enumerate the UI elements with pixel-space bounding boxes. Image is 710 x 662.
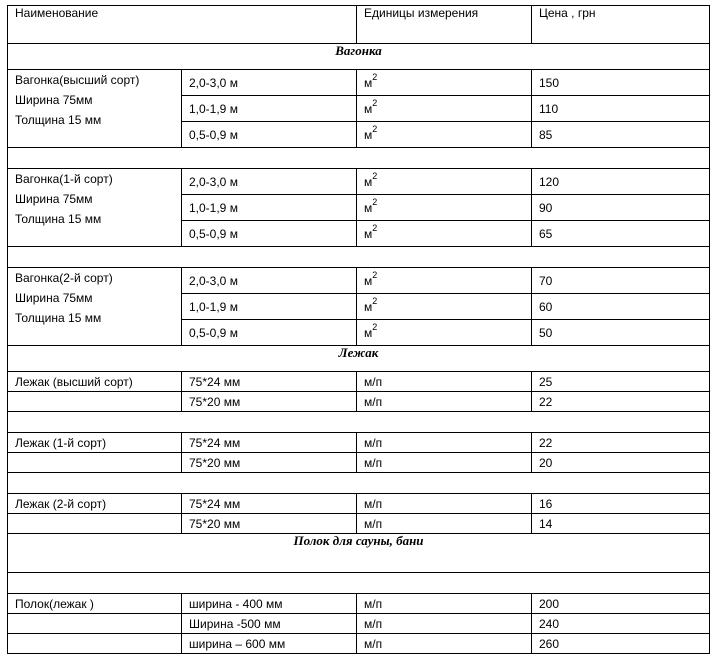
- unit-m2-base: м: [364, 76, 373, 90]
- product-description-line: Толщина 15 мм: [15, 311, 102, 325]
- price-table: [7, 5, 710, 654]
- product-name: Лежак (высший сорт): [8, 372, 182, 392]
- size-cell: ширина - 400 мм: [182, 594, 357, 614]
- unit-cell: [357, 320, 532, 346]
- unit-m2-exponent: 2: [372, 72, 378, 82]
- price-cell: 260: [532, 634, 710, 654]
- unit-m2-exponent: 2: [372, 98, 378, 108]
- size-cell: 75*24 мм: [182, 372, 357, 392]
- product-description: [8, 268, 182, 346]
- unit-m2-exponent: 2: [372, 171, 378, 181]
- unit-cell: м/п: [357, 614, 532, 634]
- unit-m2-exponent: 2: [372, 223, 378, 233]
- unit-m2-base: м: [364, 128, 373, 142]
- unit-cell: [357, 268, 532, 294]
- product-description-line: Ширина 75мм: [15, 93, 93, 107]
- header-units: Единицы измерения: [357, 6, 532, 44]
- unit-m2-base: м: [364, 102, 373, 116]
- price-cell: 150: [532, 70, 710, 96]
- header-price: Цена , грн: [532, 6, 710, 44]
- product-name: [8, 392, 182, 412]
- product-name: Лежак (2-й сорт): [8, 494, 182, 514]
- unit-cell: [357, 169, 532, 195]
- table-row: [8, 453, 710, 473]
- price-cell: 22: [532, 433, 710, 453]
- size-cell: 0,5-0,9 м: [182, 221, 357, 247]
- price-cell: 65: [532, 221, 710, 247]
- unit-m2-exponent: 2: [372, 270, 378, 280]
- size-cell: 75*20 мм: [182, 453, 357, 473]
- table-row: [8, 70, 710, 96]
- spacer-row: [8, 412, 710, 433]
- price-cell: 90: [532, 195, 710, 221]
- section-row-lezhak: [8, 346, 710, 372]
- product-description: [8, 169, 182, 247]
- table-row: [8, 514, 710, 534]
- spacer-row: [8, 573, 710, 594]
- unit-cell: м/п: [357, 494, 532, 514]
- size-cell: ширина – 600 мм: [182, 634, 357, 654]
- unit-cell: м/п: [357, 453, 532, 473]
- header-row: [8, 6, 710, 44]
- price-cell: 60: [532, 294, 710, 320]
- section-title-polok: Полок для сауны, бани: [8, 534, 710, 573]
- product-name: [8, 453, 182, 473]
- price-cell: 14: [532, 514, 710, 534]
- size-cell: 1,0-1,9 м: [182, 96, 357, 122]
- price-cell: 110: [532, 96, 710, 122]
- product-description-line: Вагонка(1-й сорт): [15, 172, 113, 186]
- spacer-cell: [8, 573, 710, 594]
- price-cell: 50: [532, 320, 710, 346]
- spacer-cell: [8, 412, 710, 433]
- spacer-cell: [8, 148, 710, 169]
- unit-m2-base: м: [364, 274, 373, 288]
- size-cell: 0,5-0,9 м: [182, 122, 357, 148]
- unit-cell: м/п: [357, 594, 532, 614]
- product-description-line: Ширина 75мм: [15, 192, 93, 206]
- table-row: [8, 594, 710, 614]
- header-name: Наименование: [8, 6, 357, 44]
- unit-cell: [357, 195, 532, 221]
- price-cell: 22: [532, 392, 710, 412]
- table-row: [8, 433, 710, 453]
- size-cell: 75*20 мм: [182, 514, 357, 534]
- unit-cell: м/п: [357, 433, 532, 453]
- price-cell: 70: [532, 268, 710, 294]
- product-description-line: Толщина 15 мм: [15, 113, 102, 127]
- size-cell: Ширина -500 мм: [182, 614, 357, 634]
- unit-cell: [357, 221, 532, 247]
- unit-cell: [357, 122, 532, 148]
- price-cell: 200: [532, 594, 710, 614]
- product-description-line: Толщина 15 мм: [15, 212, 102, 226]
- product-name: Полок(лежак ): [8, 594, 182, 614]
- product-description: [8, 70, 182, 148]
- unit-m2-base: м: [364, 227, 373, 241]
- product-description-line: Ширина 75мм: [15, 291, 93, 305]
- unit-cell: [357, 70, 532, 96]
- spacer-cell: [8, 473, 710, 494]
- size-cell: 2,0-3,0 м: [182, 268, 357, 294]
- unit-cell: м/п: [357, 372, 532, 392]
- unit-m2-exponent: 2: [372, 124, 378, 134]
- spacer-row: [8, 247, 710, 268]
- unit-cell: м/п: [357, 634, 532, 654]
- unit-m2-base: м: [364, 326, 373, 340]
- size-cell: 1,0-1,9 м: [182, 195, 357, 221]
- table-row: [8, 372, 710, 392]
- price-cell: 85: [532, 122, 710, 148]
- table-row: [8, 268, 710, 294]
- unit-cell: [357, 294, 532, 320]
- price-cell: 240: [532, 614, 710, 634]
- unit-m2-exponent: 2: [372, 296, 378, 306]
- product-name: [8, 634, 182, 654]
- size-cell: 75*20 мм: [182, 392, 357, 412]
- size-cell: 1,0-1,9 м: [182, 294, 357, 320]
- section-title-lezhak: Лежак: [8, 346, 710, 372]
- unit-m2-exponent: 2: [372, 322, 378, 332]
- spacer-cell: [8, 247, 710, 268]
- unit-m2-base: м: [364, 300, 373, 314]
- price-table-body: [8, 6, 710, 654]
- price-cell: 20: [532, 453, 710, 473]
- price-cell: 16: [532, 494, 710, 514]
- unit-m2-base: м: [364, 201, 373, 215]
- unit-cell: м/п: [357, 514, 532, 534]
- table-row: [8, 494, 710, 514]
- product-name: [8, 614, 182, 634]
- price-cell: 120: [532, 169, 710, 195]
- table-row: [8, 169, 710, 195]
- section-row-polok: [8, 534, 710, 573]
- product-description-line: Вагонка(2-й сорт): [15, 271, 113, 285]
- size-cell: 2,0-3,0 м: [182, 70, 357, 96]
- size-cell: 75*24 мм: [182, 494, 357, 514]
- product-description-line: Вагонка(высший сорт): [15, 73, 140, 87]
- unit-m2-exponent: 2: [372, 197, 378, 207]
- unit-m2-base: м: [364, 175, 373, 189]
- product-name: Лежак (1-й сорт): [8, 433, 182, 453]
- size-cell: 75*24 мм: [182, 433, 357, 453]
- section-title-vagonka: Вагонка: [8, 44, 710, 70]
- table-row: [8, 634, 710, 654]
- unit-cell: м/п: [357, 392, 532, 412]
- section-row-vagonka: [8, 44, 710, 70]
- table-row: [8, 392, 710, 412]
- spacer-row: [8, 473, 710, 494]
- size-cell: 2,0-3,0 м: [182, 169, 357, 195]
- product-name: [8, 514, 182, 534]
- price-cell: 25: [532, 372, 710, 392]
- unit-cell: [357, 96, 532, 122]
- spacer-row: [8, 148, 710, 169]
- size-cell: 0,5-0,9 м: [182, 320, 357, 346]
- table-row: [8, 614, 710, 634]
